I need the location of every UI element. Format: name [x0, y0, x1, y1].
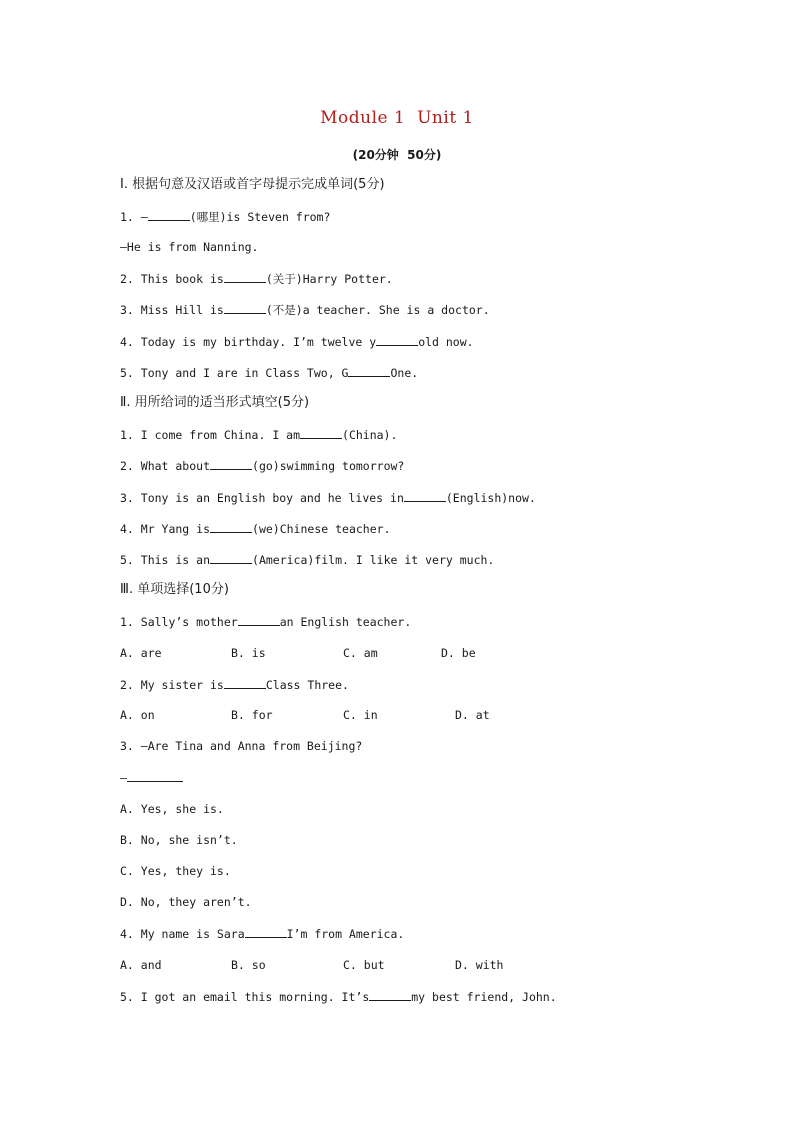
option-a[interactable]: A. on: [120, 708, 155, 722]
option-c[interactable]: C. but: [343, 958, 385, 972]
option-b[interactable]: B. is: [231, 646, 266, 660]
option-b[interactable]: B. so: [231, 958, 266, 972]
option-c[interactable]: C. am: [343, 646, 378, 660]
answer-blank[interactable]: [224, 676, 266, 689]
section-1-heading: Ⅰ. 根据句意及汉语或首字母提示完成单词(5分): [120, 177, 385, 192]
s1-question-3: 3. Miss Hill is (不是)a teacher. She is a doctor.: [120, 303, 490, 317]
s1-question-1: 1. — (哪里)is Steven from?: [120, 210, 331, 224]
section-3-heading: Ⅲ. 单项选择(10分): [120, 582, 229, 597]
section-2-heading: Ⅱ. 用所给词的适当形式填空(5分): [120, 395, 310, 410]
option-d[interactable]: D. at: [455, 708, 490, 722]
page-title: Module 1 Unit 1: [320, 108, 474, 128]
option-a[interactable]: A. Yes, she is.: [120, 802, 224, 816]
s2-question-2: 2. What about (go)swimming tomorrow?: [120, 459, 405, 473]
option-c[interactable]: C. in: [343, 708, 378, 722]
answer-blank[interactable]: [210, 457, 252, 470]
s3-question-4: 4. My name is Sara I’m from America.: [120, 927, 405, 941]
s3-question-5: 5. I got an email this morning. It’s my best friend, John.: [120, 990, 557, 1004]
answer-blank[interactable]: [210, 520, 252, 533]
s2-question-1: 1. I come from China. I am (China).: [120, 428, 398, 442]
option-a[interactable]: A. are: [120, 646, 162, 660]
option-d[interactable]: D. with: [455, 958, 504, 972]
option-c[interactable]: C. Yes, they is.: [120, 864, 231, 878]
s1-question-1-response: —He is from Nanning.: [120, 240, 259, 254]
s1-question-4: 4. Today is my birthday. I’m twelve y old now.: [120, 335, 474, 349]
answer-blank[interactable]: [148, 208, 190, 221]
answer-blank[interactable]: [376, 333, 418, 346]
answer-blank[interactable]: [245, 925, 287, 938]
s3-question-2: 2. My sister is Class Three.: [120, 678, 349, 692]
s2-question-3: 3. Tony is an English boy and he lives in (English)now.: [120, 491, 536, 505]
answer-blank[interactable]: [404, 489, 446, 502]
s3-question-1: 1. Sally’s mother an English teacher.: [120, 615, 412, 629]
option-d[interactable]: D. No, they aren’t.: [120, 895, 252, 909]
option-b[interactable]: B. No, she isn’t.: [120, 833, 238, 847]
answer-blank[interactable]: [300, 426, 342, 439]
s1-question-2: 2. This book is (关于)Harry Potter.: [120, 272, 393, 286]
answer-blank[interactable]: [224, 270, 266, 283]
s2-question-5: 5. This is an (America)film. I like it very much.: [120, 553, 495, 567]
s2-question-4: 4. Mr Yang is (we)Chinese teacher.: [120, 522, 391, 536]
answer-blank[interactable]: [238, 613, 280, 626]
answer-blank[interactable]: [369, 988, 411, 1001]
answer-blank[interactable]: [348, 364, 390, 377]
option-b[interactable]: B. for: [231, 708, 273, 722]
answer-blank[interactable]: [127, 769, 183, 782]
s3-question-3-response: —: [120, 769, 183, 786]
s3-question-3: 3. —Are Tina and Anna from Beijing?: [120, 739, 363, 753]
time-score: (20分钟 50分): [352, 148, 442, 162]
option-d[interactable]: D. be: [441, 646, 476, 660]
s1-question-5: 5. Tony and I are in Class Two, G One.: [120, 366, 419, 380]
answer-blank[interactable]: [224, 301, 266, 314]
answer-blank[interactable]: [210, 551, 252, 564]
option-a[interactable]: A. and: [120, 958, 162, 972]
